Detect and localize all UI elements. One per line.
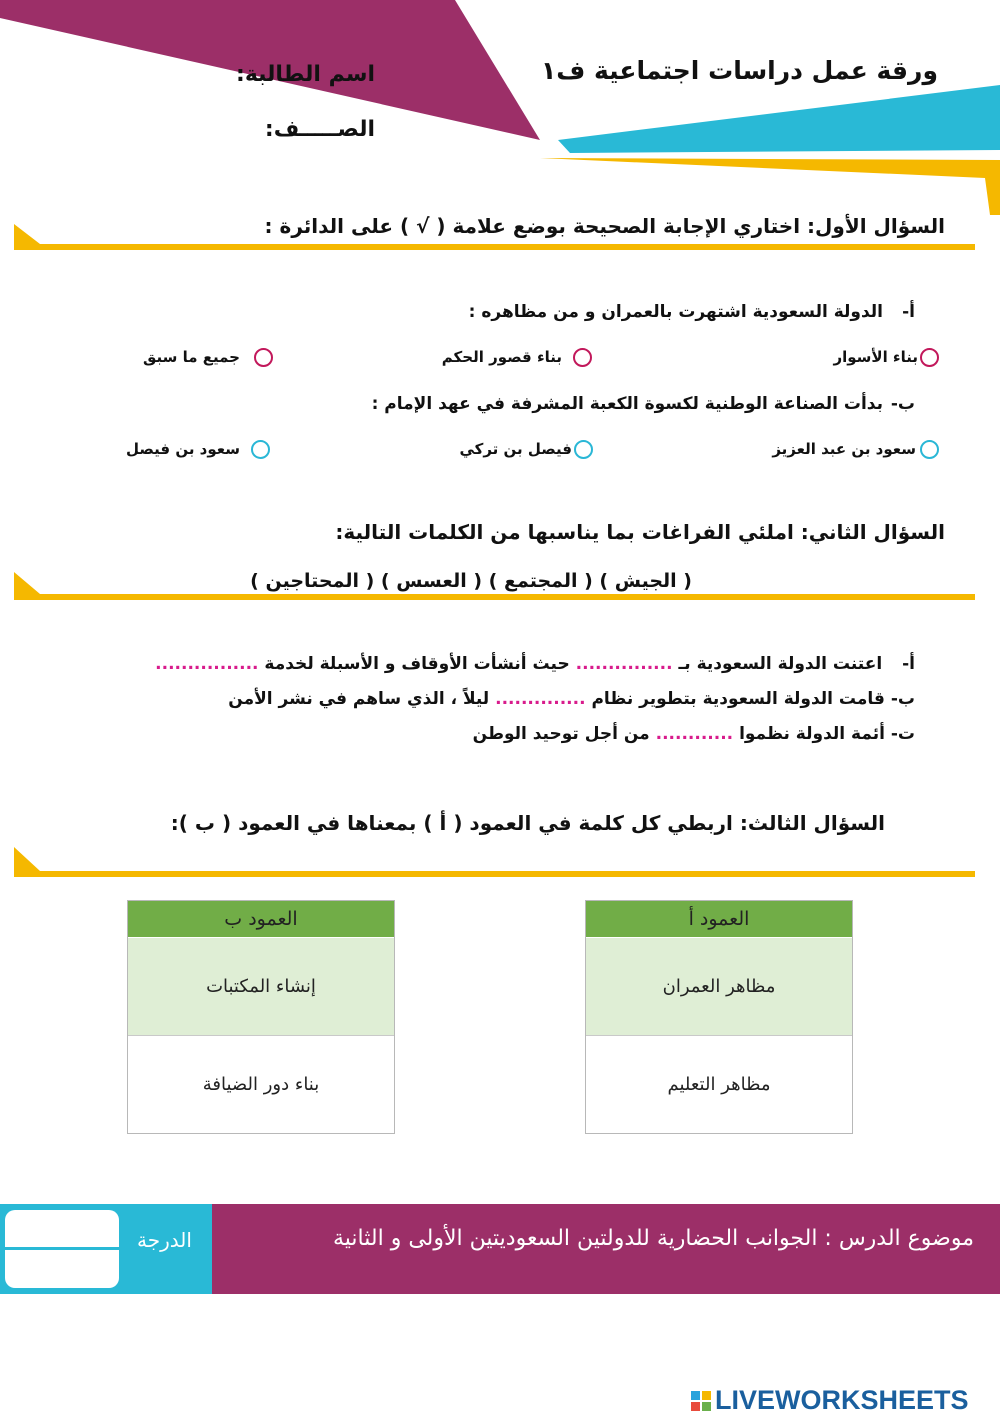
q1-a-option1-radio[interactable] xyxy=(920,348,939,367)
q2-item3-prefix: ت- xyxy=(890,724,915,744)
q1-a-prefix: أ- xyxy=(902,302,915,322)
q1-b-option2-radio[interactable] xyxy=(574,440,593,459)
q1-a-option1-label: بناء الأسوار xyxy=(833,348,918,366)
q2-heading: السؤال الثاني: املئي الفراغات بما يناسبها من الكلمات التالية: xyxy=(335,520,945,544)
column-b-row2[interactable]: بناء دور الضيافة xyxy=(128,1035,394,1133)
q2-item2-part1: قامت الدولة السعودية بتطوير نظام xyxy=(591,689,885,709)
q2-item2 xyxy=(228,689,915,709)
q2-item3-blank[interactable]: ............ xyxy=(655,724,734,744)
q1-b-option3-label: سعود بن فيصل xyxy=(125,440,240,458)
q2-item1-prefix: أ- xyxy=(902,654,915,674)
q2-item2-part2: ليلاً ، الذي ساهم في نشر الأمن xyxy=(228,689,490,709)
column-b-table xyxy=(127,900,395,1134)
q1-b-option2-label: فيصل بن تركي xyxy=(459,440,572,458)
lesson-topic: موضوع الدرس : الجوانب الحضارية للدولتين السعوديتين الأولى و الثانية xyxy=(333,1226,974,1251)
column-b-header: العمود ب xyxy=(128,901,394,938)
q2-item1-part2: حيث أنشأت الأوقاف و الأسبلة لخدمة xyxy=(264,654,570,674)
q2-item2-prefix: ب- xyxy=(890,689,915,709)
q3-heading: السؤال الثالث: اربطي كل كلمة في العمود ( أ ) بمعناها في العمود ( ب ): xyxy=(170,811,885,835)
q2-item1-blank2[interactable]: ................ xyxy=(155,654,259,674)
q2-word-bank: ( الجيش ) ( المجتمع ) ( العسس ) ( المحتاجين ) xyxy=(250,570,692,592)
column-a-table xyxy=(585,900,853,1134)
q3-underline xyxy=(0,845,1000,885)
column-a-row1[interactable]: مظاهر العمران xyxy=(586,938,852,1035)
q1-b-option1-label: سعود بن عبد العزيز xyxy=(772,440,916,458)
q2-item3 xyxy=(473,724,915,744)
column-a-row2[interactable]: مظاهر التعليم xyxy=(586,1035,852,1133)
q2-item1-blank[interactable]: ............... xyxy=(575,654,673,674)
q2-item3-part2: من أجل توحيد الوطن xyxy=(472,724,650,744)
q1-heading: السؤال الأول: اختاري الإجابة الصحيحة بوضع علامة ( √ ) على الدائرة : xyxy=(264,214,945,238)
grade-box-divider xyxy=(5,1247,119,1250)
q1-underline xyxy=(0,212,1000,252)
q1-a-text: الدولة السعودية اشتهرت بالعمران و من مظاهره : xyxy=(468,302,883,322)
q1-b-text: بدأت الصناعة الوطنية لكسوة الكعبة المشرفة في عهد الإمام : xyxy=(371,394,883,414)
brand-text: LIVEWORKSHEETS xyxy=(715,1385,969,1415)
student-name-label: اسم الطالبة: xyxy=(236,62,375,87)
liveworksheets-logo xyxy=(691,1385,969,1416)
q2-item1-part1: اعتنت الدولة السعودية بـ xyxy=(678,654,883,674)
brand-icon xyxy=(691,1391,711,1411)
q2-item1 xyxy=(155,654,915,674)
q2-item3-part1: أئمة الدولة نظموا xyxy=(739,724,885,744)
q2-underline xyxy=(0,568,1000,608)
q1-a-option3-label: جميع ما سبق xyxy=(143,348,240,366)
q2-item2-blank[interactable]: .............. xyxy=(495,689,586,709)
column-b-row1[interactable]: إنشاء المكتبات xyxy=(128,938,394,1035)
worksheet-title: ورقة عمل دراسات اجتماعية ف١ xyxy=(540,56,938,85)
q1-b-prefix: ب- xyxy=(890,394,915,414)
q1-a-option2-label: بناء قصور الحكم xyxy=(441,348,562,366)
q1-a-option2-radio[interactable] xyxy=(573,348,592,367)
q1-b-option3-radio[interactable] xyxy=(251,440,270,459)
q1-b-option1-radio[interactable] xyxy=(920,440,939,459)
grade-label: الدرجة xyxy=(137,1228,192,1252)
q1-a-option3-radio[interactable] xyxy=(254,348,273,367)
class-label: الصـــــف: xyxy=(264,117,375,142)
column-a-header: العمود أ xyxy=(586,901,852,938)
